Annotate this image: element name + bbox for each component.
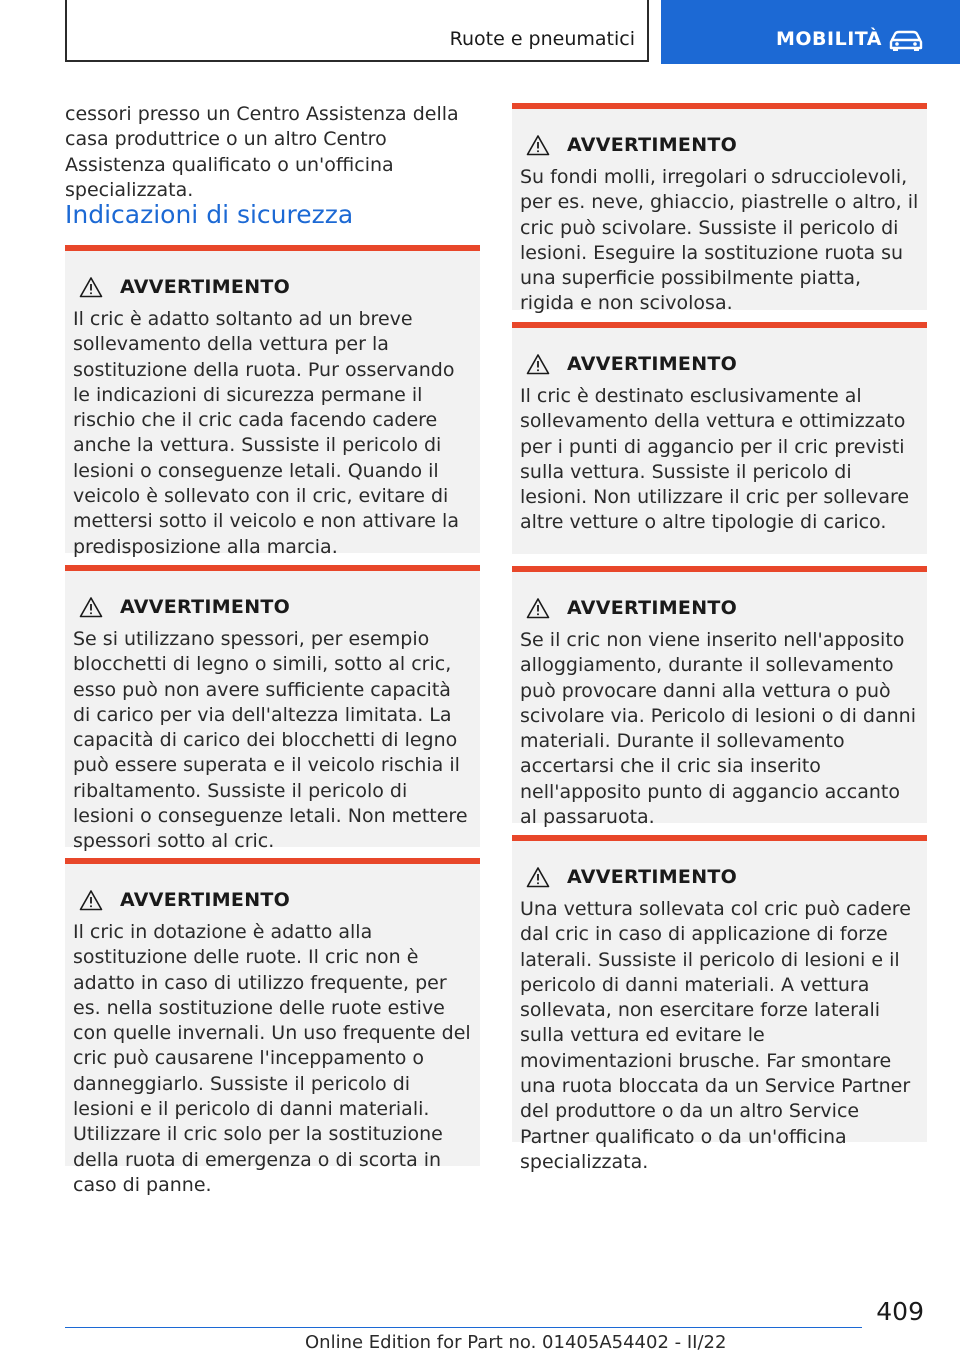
car-icon bbox=[888, 28, 924, 52]
header-bar bbox=[65, 0, 649, 62]
warning-triangle-icon bbox=[79, 889, 103, 911]
warning-title: AVVERTIMENTO bbox=[120, 596, 291, 618]
warning-box bbox=[65, 858, 480, 1196]
warning-box bbox=[65, 565, 480, 853]
footer-edition: Online Edition for Part no. 01405A54402 - II/22 bbox=[305, 1332, 727, 1353]
warning-text: Se si utilizzano spessori, per esempio blocchetti di legno o simili, sotto al cric, esso può non avere sufficiente capacità di carico per via dell'altezza limitata. La capacità di carico dei blocchetti di legno può essere superata e il veicolo rischia il ribaltamento. Sussiste il pericolo di lesioni o conseguenze letali. Non mettere spessori sotto al cric. bbox=[73, 628, 468, 853]
warning-triangle-icon bbox=[79, 276, 103, 298]
page-number: 409 bbox=[876, 1297, 924, 1326]
warning-box bbox=[512, 566, 927, 829]
footer-divider bbox=[65, 1327, 862, 1328]
warning-triangle-icon bbox=[526, 866, 550, 888]
warning-triangle-icon bbox=[526, 134, 550, 156]
warning-box bbox=[512, 322, 927, 554]
warning-text: Il cric in dotazione è adatto alla sostituzione delle ruote. Il cric non è adatto in caso di utilizzo frequente, per es. nella sostituzione delle ruote estive con quelle invernali. Un uso frequente del cric può causarene l'inceppamento o danneggiarlo. Sussiste il pericolo di lesioni e il pericolo di danni materiali. Utilizzare il cric solo per la sostituzione della ruota di emergenza o di scorta in caso di panne. bbox=[73, 921, 471, 1196]
section-tab-label: MOBILITÀ bbox=[776, 28, 882, 50]
warning-text: Se il cric non viene inserito nell'apposito alloggiamento, durante il sollevamento può provocare danni alla vettura o può scivolare via. Pericolo di lesioni o di danni materiali. Durante il sollevamento accertarsi che il cric sia inserito nell'apposito punto di aggancio accanto al passaruota. bbox=[520, 629, 916, 829]
section-heading: Indicazioni di sicurezza bbox=[65, 200, 354, 229]
warning-title: AVVERTIMENTO bbox=[120, 276, 291, 298]
warning-title: AVVERTIMENTO bbox=[120, 889, 291, 911]
chapter-title: Ruote e pneumatici bbox=[449, 28, 635, 50]
warning-title: AVVERTIMENTO bbox=[567, 134, 738, 156]
warning-text: Il cric è destinato esclusivamente al sollevamento della vettura e ottimizzato per i punti di aggancio per il cric previsti sulla vettura. Sussiste il pericolo di lesioni. Non utilizzare il cric per sollevare altre vetture o altre tipologie di carico. bbox=[520, 385, 910, 534]
warning-title: AVVERTIMENTO bbox=[567, 353, 738, 375]
warning-triangle-icon bbox=[526, 353, 550, 375]
warning-text: Su fondi molli, irregolari o sdrucciolevoli, per es. neve, ghiaccio, piastrelle o altro, il cric può scivolare. Sussiste il pericolo di lesioni. Eseguire la sostituzione ruota su una superficie possibilmente piatta, rigida e non scivolosa. bbox=[520, 166, 919, 315]
warning-box bbox=[512, 103, 927, 315]
warning-box bbox=[512, 835, 927, 1173]
warning-text: Il cric è adatto soltanto ad un breve sollevamento della vettura per la sostituzione della ruota. Pur osservando le indicazioni di sicurezza permane il rischio che il cric cada facendo cadere anche la vettura. Sussiste il pericolo di lesioni o conseguenze letali. Quando il veicolo è sollevato con il cric, evitare di mettersi sotto il veicolo e non attivare la predisposizione alla marcia. bbox=[73, 308, 459, 558]
warning-triangle-icon bbox=[79, 596, 103, 618]
intro-paragraph: cessori presso un Centro Assistenza della casa produttrice o un altro Centro Assistenza qualificato o un'officina specializzata. bbox=[65, 103, 459, 201]
warning-text: Una vettura sollevata col cric può cadere dal cric in caso di applicazione di forze laterali. Sussiste il pericolo di lesioni e il pericolo di danni materiali. A vettura sollevata, non esercitare forze laterali sulla vettura ed evitare le movimentazioni brusche. Far smontare una ruota bloccata da un Service Partner del produttore o da un altro Service Partner qualificato o da un'officina specializzata. bbox=[520, 898, 911, 1173]
warning-title: AVVERTIMENTO bbox=[567, 597, 738, 619]
warning-title: AVVERTIMENTO bbox=[567, 866, 738, 888]
warning-box bbox=[65, 245, 480, 558]
warning-triangle-icon bbox=[526, 597, 550, 619]
